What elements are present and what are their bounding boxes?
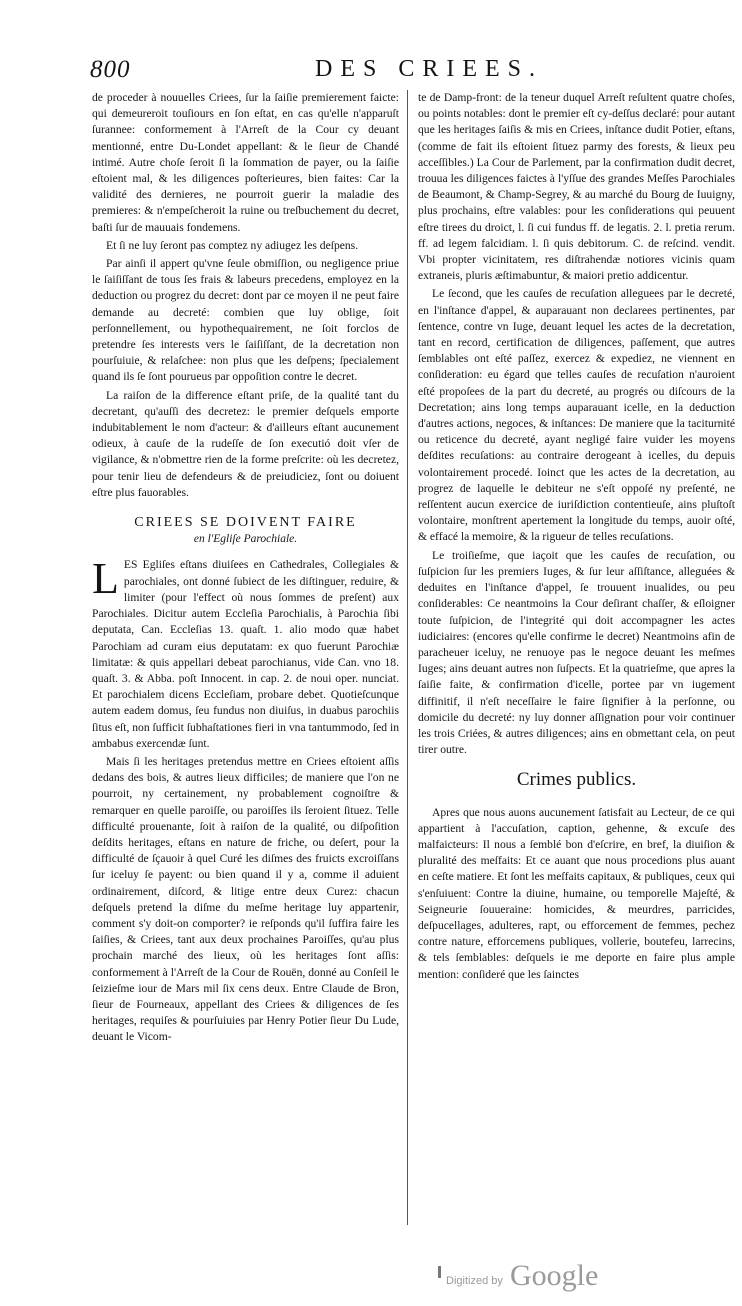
paragraph: Le troiſieſme, que iaçoit que les cauſes de recuſation, ou ſuſpicion ſur les premiers Iuges, & ſur leur aſſiſtance, alleguées & deduites en l'inſtance d'appel, ſe trouuent inualides, ou peu conſiderables: Ce neantmoins la Cour deſirant chaſſer, & eſloigner toute ſuſpicion, de l'integrité qui doit accompagner les actes iudiciaires: (encores qu'elle confirme le decret) Neantmoins afin de paracheuer iceluy, ne renuoye pas le negoce deuant les meſmes Iuges; ains deuant autres non ſuſpects. Et la quatrieſme, que apres la ſaiſie faite, & confirmation d'icelle, portee par vn iugement diffinitif, il n'eſt neceſſaire le faire ſignifier à la perſonne, ou domicile du decreté: ny luy donner aſſignation pour voir continuer les trois Criées, & autres diligences; ains en obmettant cela, on peut tirer outre. bbox=[418, 548, 735, 757]
paragraph: La raiſon de la difference eſtant priſe, de la qualité tant du decretant, qu'auſſi des decretez: le premier deſquels emporte indubitablement le nom d'acteur: & d'ailleurs eſtant aucunement odieux, à cauſe de la rudeſſe de ſon executió doit vſer de vigilance, & n'obmettre rien de la forme preſcrite: où les decretez, pour tenir lieu de defendeurs & de preiudiciez, ſont ou doiuent eſtre plus fauorables. bbox=[92, 388, 399, 499]
section-title: CRIEES SE DOIVENT FAIRE bbox=[134, 515, 357, 531]
section-subtitle: en l'Egliſe Parochiale. bbox=[193, 533, 298, 546]
paragraph: Et ſi ne luy ſeront pas comptez ny adiugez les deſpens. bbox=[106, 238, 359, 252]
section-title: Crimes publics. bbox=[516, 769, 637, 791]
running-title: DES CRIEES. bbox=[315, 56, 544, 82]
paragraph bbox=[92, 554, 399, 751]
drop-cap: L bbox=[92, 554, 119, 604]
column-rule bbox=[407, 90, 408, 1225]
paragraph: te de Damp-front: de la teneur duquel Arreſt reſultent quatre choſes, ou points notables: dont le premier eſt cy-deſſus declaré: pour autant que les heritages ſaiſis & mis en Criees, inſtance dudit Potier, eſtans, (comme de fait ils eſtoient ſituez parmy des forests, & lieux peu acceſſibles.) La Cour de Parlement, par la confirmation dudit decret, trouua les diligences faictes à l'yſſue des grandes Meſſes Parochiales de Beaumont, & Champ-Segrey, & au marché du Bourg de Iuuigny, plus prochains, eſtre valables: pour les conſiderations qui peuuent eſtre tirees du droict, l. ſi cui fundus ff. de legatis. 2. l. pretia rerum. ff. ad legem falcidiam. l. ſi quis debitorum. C. de reſcind. vendit. Vbi propter vicinitatem, res diſtrahendæ notiores vicinis quam extraneis, pluris æſtimabuntur, & maiori pretio addicentur. bbox=[418, 91, 735, 283]
digitized-watermark bbox=[440, 1259, 640, 1299]
paragraph: Mais ſi les heritages pretendus mettre en Criees eſtoient aſſis dedans des bois, & autres lieux difficiles; de maniere que l'on ne pourroit, ny certainement, ny probablement cognoiſtre & remarquer en quelle paroiſſe, ou paroiſſes ils ſeroient ſituez. Telle difficulté prouenante, ſoit à raiſon de la qualité, ou diſpoſition deſdits heritages, eſtans en nature de friche, ou deſert, pour la difficulté de ſçauoir à quel Curé les diſmes des fruicts excroiſſans ſur iceluy ſe payent: ou bien quand il y a, comme il aduient ordinairement, diſcord, & litige entre deux Curez: chacun deſquels pretend la diſme du meſme heritage luy appartenir, comment s'y doit-on comporter? ie reſponds qu'il ſuffira faire les ſaiſies, & Criees, tant aux deux prochaines Paroiſſes, qu'au plus prochain marché des lieux, où les heritages ſont aſſis: conformement à l'Arreſt de la Cour de Rouën, donné au Conſeil le ſeizieſme iour de Mars mil ſix cens deux. Entre Claude de Bron, ſieur de Fourneaux, appellant des Criees & diligences de ſes heritages, requiſes & pourſuiuies par Henry Potier ſieur Du Lude, deuant le Vicom- bbox=[92, 754, 399, 1044]
left-column bbox=[92, 90, 399, 1048]
google-logo: Google bbox=[510, 1259, 599, 1292]
digitized-by-label: Digitized by bbox=[446, 1275, 503, 1287]
paragraph: Apres que nous auons aucunement ſatisfait au Lecteur, de ce qui appartient à l'accuſation, caption, gehenne, & excuſe des malfaicteurs: Il nous a ſemblé bon d'eſcrire, en bref, la diuiſion & pluralité des meſfaits: Et ce auant que nous procedions plus auant en ceſte matiere. Et ſont les meſfaits capitaux, & publiques, ceux qui s'enſuiuent: Contre la diuine, humaine, ou temporelle Majeſté, & Seigneurie ſouueraine: homicides, & meurdres, parricides, deſpucellages, adulteres, rapt, ou efforcement de femmes, pechez contre nature, efforcemens publiques, vollerie, boutefeu, larrecins, & tels ſemblables: deſquels ie me deporte en faire plus ample mention: conſideré que les ſainctes bbox=[418, 805, 735, 981]
paragraph: de proceder à nouuelles Criees, ſur la ſaiſie premierement faicte: qui demeureroit touſiours en ſon eſtat, en cas qu'elle n'apparuſt ſurannee: conformement à l'Arreſt de la Cour cy deuant mentionné, entre Du-Londet appellant: & le ſieur de Chandé intimé. Autre choſe ſeroit ſi la ſommation de payer, ou la ſaiſie eſtoient mal, & les diligences poſterieures, bien faites: Car la validité des dernieres, ne pourroit guerir la maladie des premieres: & n'empeſcheroit la ruine ou treſbuchement du decret, baſti ſur de mauuais fondemens. bbox=[92, 91, 399, 234]
paragraph-text: ES Egliſes eſtans diuiſees en Cathedrales, Collegiales & parochiales, ont donné ſubiect de les diſtinguer, reduire, & limiter (pour l'effect où nous ſommes de preſent) aux Parochiales. Dicitur autem Eccleſia Parochialis, à Parochia ſibi deputata, Can. Eccleſias 13. quaſt. 1. alio modo quæ habet Parochiam ad curam eius deputatam: ex quo fuerunt Parochiæ limitatæ: & quis appellari debeat parochianus, vide Can. vno 18. quaſt. 3. & Abba. poſt Innocent. in cap. 2. de noui oper. nunciat. Et parochialem dicens Eccleſiam, probare debet. Quotieſcunque autem eadem domus, ſeu fundus non diuiſus, in duabus parochiis ſitus eſt, non ſufficit ſubhaſtationes fieri in vna tantummodo, ſed in ambabus exercendæ ſunt. bbox=[92, 558, 399, 750]
paragraph: Le ſecond, que les cauſes de recuſation alleguees par le decreté, en l'inſtance d'appel, & auparauant non declarees pertinentes, par ſentence, contre vn Iuge, deuant lequel les actes de la decretation, tant en record, certification de diligences, paſſement, que autres ſemblables ont eſté paſſez, exercez & expediez, ne viennent en conſideration: eu égard que telles cauſes de recuſation n'auroient eſté propoſees de la part du decreté, au progrés ou diſcours de la Decretation; ains long temps auparauant icelle, en la deduction d'autres actions, negoces, & inſtances: De maniere que la taciturnité ou reticence du decreté, ayant negligé faire vuider les moyens deſdites recuſations: au contraire derogeant à icelles, du depuis volontairement procedé. Ioinct que les actes de la decretation, au progrez de laquelle le debiteur ne s'eſt oppoſé ny preſenté, ne reſſentent aucun exercice de iuriſdiction contentieuſe, ains pluſtoſt volontaire, monſtrent apertement la longitude du temps, auoir oſté, & effacé la memoire, & la rigueur de telles recuſations. bbox=[418, 287, 735, 544]
right-column bbox=[418, 90, 735, 985]
paragraph: Par ainſi il appert qu'vne ſeule obmiſſion, ou negligence priue le ſaiſiſſant de tous ſes frais & labeurs precedens, employez en la deduction ou progrez du decret: dont par ce moyen il ne peut faire demande au decreté: combien que luy oblige, ſoit perſonnellement, ou hypothequairement, ne ſoit forclos de pretendre ſes interests vers le ſaiſiſſant, de la decretation non pourſuiuie, & relaſchee: non plus que les deſpens; ſpecialement quand ils ſe ſont pourueus par oppoſition contre le decret. bbox=[92, 257, 399, 384]
page-number: 800 bbox=[90, 56, 131, 83]
